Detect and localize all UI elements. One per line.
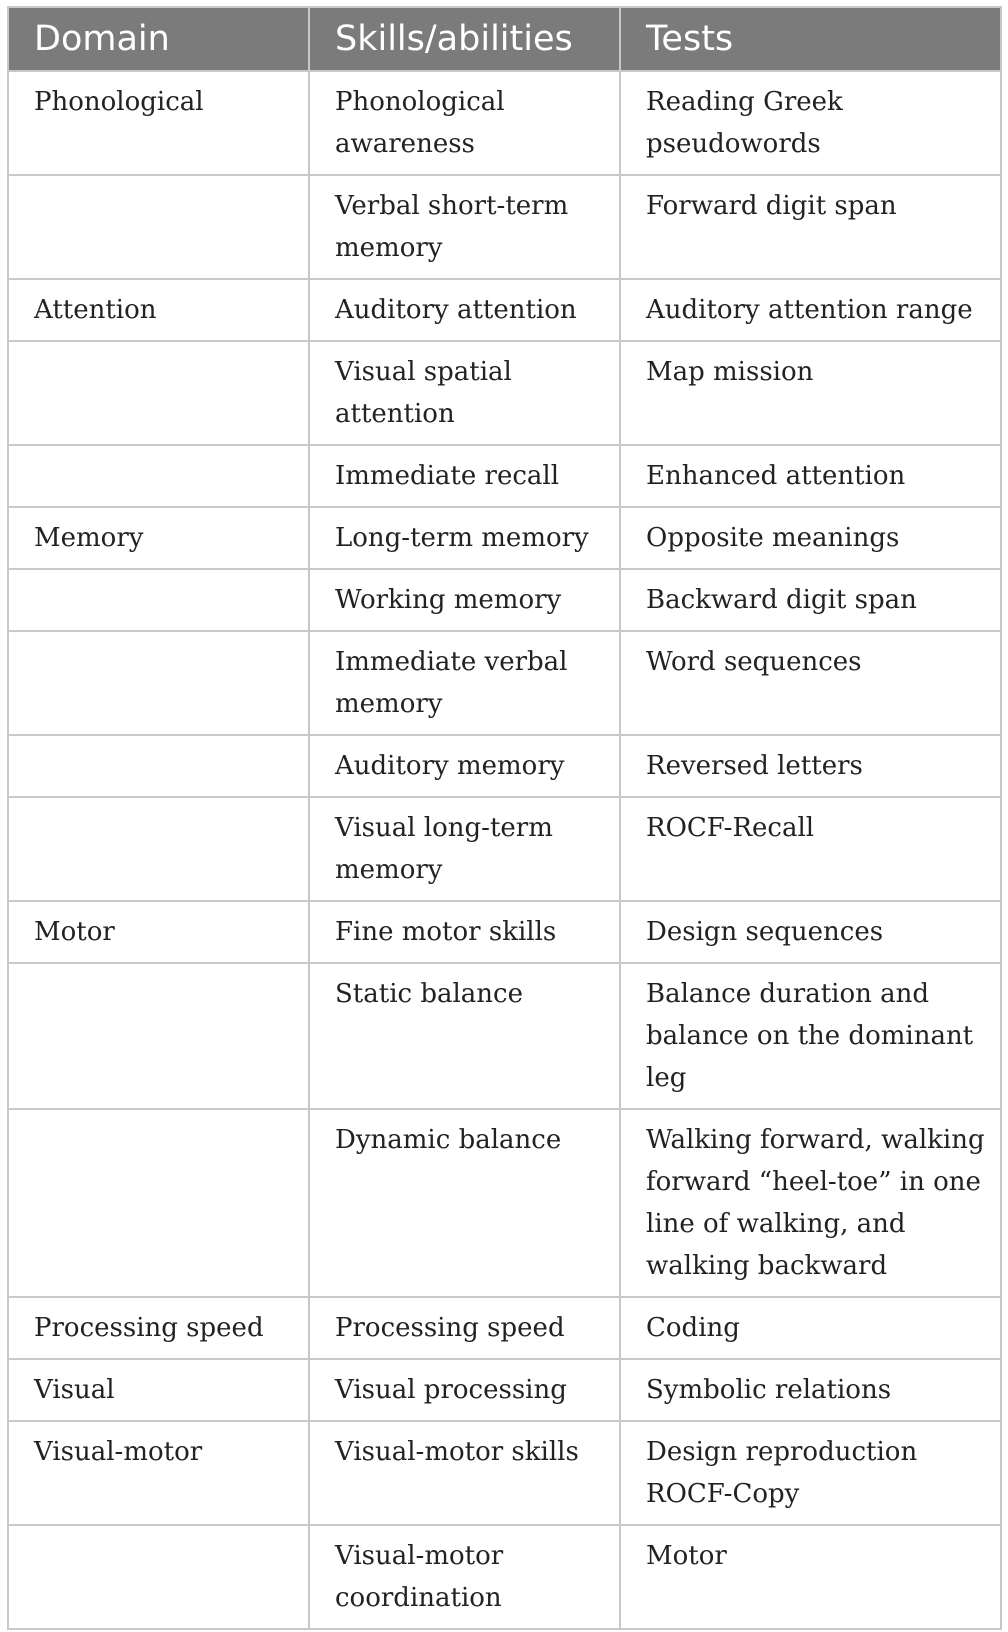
skill-cell: Static balance <box>309 963 620 1109</box>
domain-cell: Attention <box>8 279 309 341</box>
skill-cell: Verbal short-term memory <box>309 175 620 279</box>
table-row <box>8 507 1001 569</box>
domain-cell: Visual-motor <box>8 1421 309 1525</box>
skill-cell: Processing speed <box>309 1297 620 1359</box>
table-row <box>8 631 1001 735</box>
domain-cell <box>8 175 309 279</box>
table-row <box>8 735 1001 797</box>
test-cell: Reading Greek pseudowords <box>620 71 1001 175</box>
skill-cell: Immediate recall <box>309 445 620 507</box>
skill-cell: Phonological awareness <box>309 71 620 175</box>
column-header-skills: Skills/abilities <box>309 7 620 71</box>
table-row <box>8 797 1001 901</box>
table-row <box>8 175 1001 279</box>
domain-cell: Phonological <box>8 71 309 175</box>
assessment-table <box>7 6 1002 1630</box>
skill-cell: Fine motor skills <box>309 901 620 963</box>
skill-cell: Visual-motor skills <box>309 1421 620 1525</box>
table-row <box>8 1421 1001 1525</box>
test-cell: Opposite meanings <box>620 507 1001 569</box>
column-header-tests: Tests <box>620 7 1001 71</box>
table-row <box>8 963 1001 1109</box>
test-cell: Design reproduction ROCF-Copy <box>620 1421 1001 1525</box>
skill-cell: Auditory memory <box>309 735 620 797</box>
assessment-table-container <box>7 6 1000 1630</box>
skill-cell: Auditory attention <box>309 279 620 341</box>
test-cell: Backward digit span <box>620 569 1001 631</box>
test-cell: Design sequences <box>620 901 1001 963</box>
domain-cell <box>8 1525 309 1629</box>
table-row <box>8 901 1001 963</box>
test-cell: Symbolic relations <box>620 1359 1001 1421</box>
table-row <box>8 341 1001 445</box>
skill-cell: Visual processing <box>309 1359 620 1421</box>
skill-cell: Visual-motor coordination <box>309 1525 620 1629</box>
domain-cell <box>8 631 309 735</box>
test-cell: Reversed letters <box>620 735 1001 797</box>
domain-cell <box>8 1109 309 1297</box>
test-cell: Map mission <box>620 341 1001 445</box>
table-row <box>8 279 1001 341</box>
skill-cell: Visual long-term memory <box>309 797 620 901</box>
domain-cell <box>8 445 309 507</box>
table-row <box>8 1109 1001 1297</box>
domain-cell <box>8 735 309 797</box>
domain-cell: Visual <box>8 1359 309 1421</box>
test-cell: Enhanced attention <box>620 445 1001 507</box>
table-row <box>8 1359 1001 1421</box>
test-cell: Walking forward, walking forward “heel-toe” in one line of walking, and walking backward <box>620 1109 1001 1297</box>
table-row <box>8 569 1001 631</box>
test-cell: Word sequences <box>620 631 1001 735</box>
domain-cell <box>8 341 309 445</box>
test-cell: Coding <box>620 1297 1001 1359</box>
domain-cell <box>8 797 309 901</box>
table-row <box>8 1297 1001 1359</box>
test-cell: Motor <box>620 1525 1001 1629</box>
domain-cell: Motor <box>8 901 309 963</box>
test-cell: Balance duration and balance on the dominant leg <box>620 963 1001 1109</box>
domain-cell: Processing speed <box>8 1297 309 1359</box>
test-cell: Auditory attention range <box>620 279 1001 341</box>
table-header-row <box>8 7 1001 71</box>
domain-cell <box>8 569 309 631</box>
skill-cell: Long-term memory <box>309 507 620 569</box>
test-cell: ROCF-Recall <box>620 797 1001 901</box>
table-row <box>8 71 1001 175</box>
skill-cell: Visual spatial attention <box>309 341 620 445</box>
table-row <box>8 1525 1001 1629</box>
skill-cell: Immediate verbal memory <box>309 631 620 735</box>
skill-cell: Working memory <box>309 569 620 631</box>
domain-cell <box>8 963 309 1109</box>
table-row <box>8 445 1001 507</box>
domain-cell: Memory <box>8 507 309 569</box>
skill-cell: Dynamic balance <box>309 1109 620 1297</box>
test-cell: Forward digit span <box>620 175 1001 279</box>
column-header-domain: Domain <box>8 7 309 71</box>
